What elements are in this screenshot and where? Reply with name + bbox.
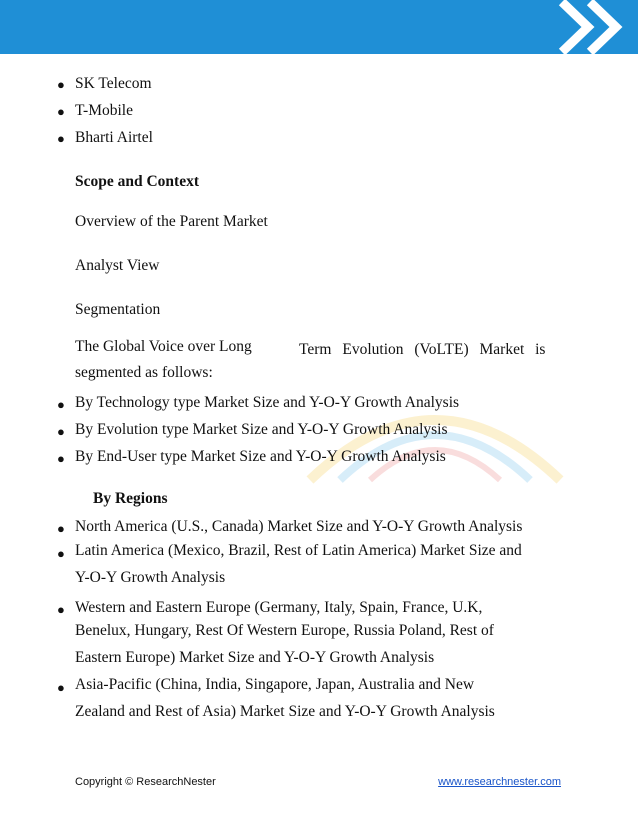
region-item-asia-pacific: Asia-Pacific (China, India, Singapore, Japan, Australia and New (75, 676, 475, 693)
scope-heading: Scope and Context (75, 173, 200, 190)
segment-item: By Technology type Market Size and Y-O-Y Growth Analysis (75, 394, 460, 411)
bullet: ● (57, 451, 65, 466)
segment-item: By End-User type Market Size and Y-O-Y Growth Analysis (75, 448, 446, 465)
bullet: ● (57, 77, 65, 92)
bullet: ● (57, 602, 65, 617)
region-item-europe-cont: Benelux, Hungary, Rest Of Western Europe, Russia Poland, Rest of (75, 622, 494, 639)
list-item-operator: Bharti Airtel (75, 129, 153, 146)
bullet: ● (57, 104, 65, 119)
bullet: ● (57, 424, 65, 439)
regions-heading: By Regions (93, 490, 168, 507)
bullet: ● (57, 680, 65, 695)
region-item-europe: Western and Eastern Europe (Germany, Italy, Spain, France, U.K, (75, 599, 483, 616)
region-item-latin-america: Latin America (Mexico, Brazil, Rest of Latin America) Market Size and (75, 542, 522, 559)
bullet: ● (57, 546, 65, 561)
intro-text-right: Term Evolution (VoLTE) Market is (299, 341, 546, 358)
bullet: ● (57, 397, 65, 412)
bullet: ● (57, 131, 65, 146)
region-item-latin-america-cont: Y-O-Y Growth Analysis (75, 569, 226, 586)
list-item-operator: T-Mobile (75, 102, 133, 119)
intro-text-line2: segmented as follows: (75, 364, 213, 381)
scope-item: Overview of the Parent Market (75, 213, 268, 230)
double-chevron-right-icon (544, 0, 634, 54)
region-item-north-america: North America (U.S., Canada) Market Size and Y-O-Y Growth Analysis (75, 518, 523, 535)
header-banner (0, 0, 638, 54)
footer-website-link[interactable]: www.researchnester.com (438, 776, 561, 788)
list-item-operator: SK Telecom (75, 75, 152, 92)
scope-item: Analyst View (75, 257, 160, 274)
region-item-europe-cont: Eastern Europe) Market Size and Y-O-Y Growth Analysis (75, 649, 435, 666)
bullet: ● (57, 521, 65, 536)
segment-item: By Evolution type Market Size and Y-O-Y Growth Analysis (75, 421, 448, 438)
region-item-asia-pacific-cont: Zealand and Rest of Asia) Market Size and Y-O-Y Growth Analysis (75, 703, 495, 720)
scope-item: Segmentation (75, 301, 161, 318)
intro-text-left: The Global Voice over Long (75, 338, 252, 355)
footer-copyright: Copyright © ResearchNester (75, 776, 216, 788)
